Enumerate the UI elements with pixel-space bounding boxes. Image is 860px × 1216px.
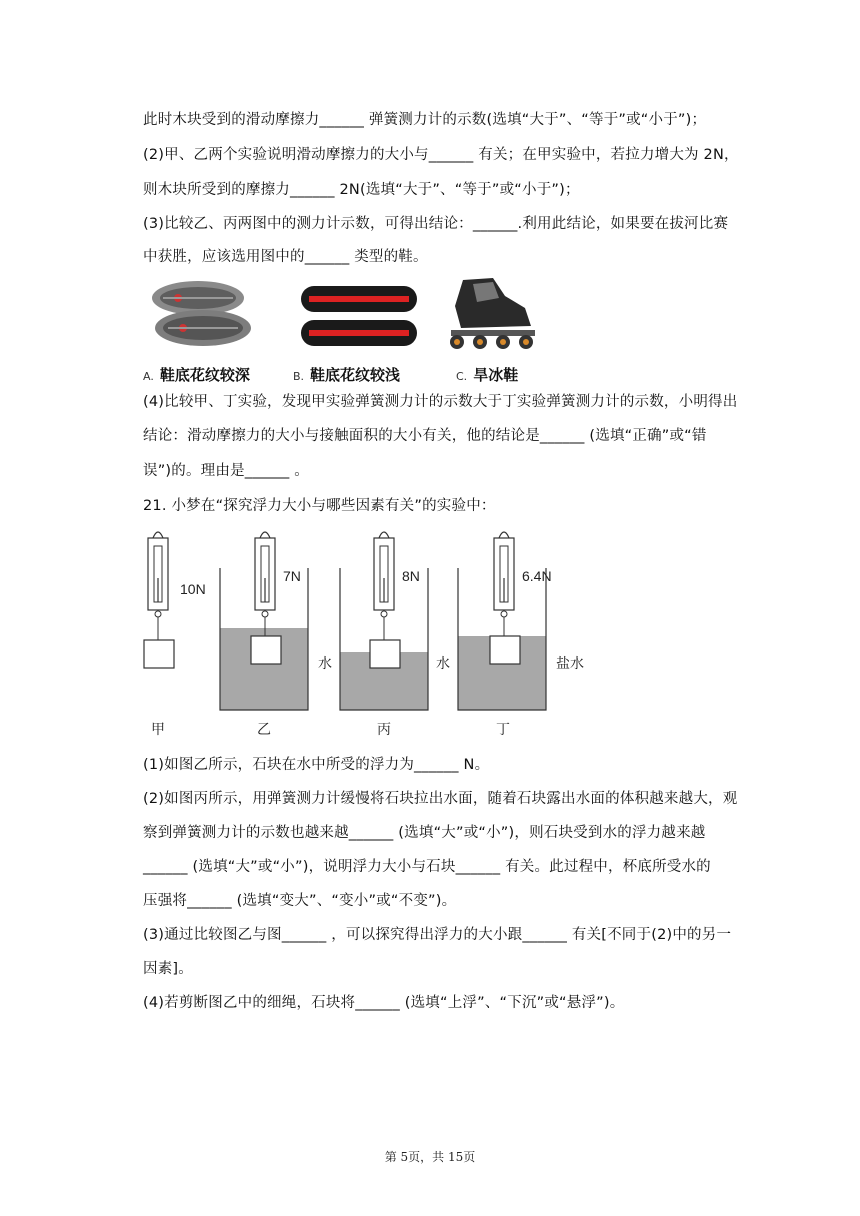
shoe-option-a: A. xyxy=(143,370,154,383)
panel-label-bing: 丙 xyxy=(377,721,391,737)
shoe-text-c: 旱冰鞋 xyxy=(473,366,519,384)
stone-bing xyxy=(370,640,400,668)
reading-jia: 10N xyxy=(180,581,206,597)
panel-jia xyxy=(144,532,174,668)
reading-ding: 6.4N xyxy=(522,568,552,584)
text-line-7: 结论：滑动摩擦力的大小与接触面积的大小有关，他的结论是______ (选填“正确”或“错 xyxy=(143,428,707,444)
spring-scale-jia xyxy=(148,532,168,617)
text-line-2: (2)甲、乙两个实验说明滑动摩擦力的大小与______ 有关；在甲实验中，若拉力增大为 2N， xyxy=(143,147,739,163)
q21-part2-line4: 压强将______ (选填“变大”、“变小”或“不变”)。 xyxy=(143,893,457,909)
q21-part3-line1: (3)通过比较图乙与图______ ，可以探究得出浮力的大小跟______ 有关[不同于(2)中的另一 xyxy=(143,927,732,943)
shoe-option-b: B. xyxy=(293,370,305,383)
buoyancy-figure xyxy=(140,528,600,738)
q21-part2-line3: ______ (选填“大”或“小”)，说明浮力大小与石块______ 有关。此过程中，杯底所受水的 xyxy=(143,859,711,875)
shoe-figure xyxy=(143,276,563,386)
liquid-label-3: 盐水 xyxy=(556,655,584,671)
shoe-text-b: 鞋底花纹较浅 xyxy=(310,366,401,384)
shoe-label-b xyxy=(293,364,400,385)
q21-part2-line1: (2)如图丙所示，用弹簧测力计缓慢将石块拉出水面，随着石块露出水面的体积越来越大，观 xyxy=(143,791,738,807)
stone-jia xyxy=(144,640,174,668)
panel-label-ding: 丁 xyxy=(496,721,510,737)
panel-ding xyxy=(458,532,546,710)
spring-scale-yi xyxy=(255,532,275,617)
q21-part1: (1)如图乙所示，石块在水中所受的浮力为______ N。 xyxy=(143,757,490,773)
panel-bing xyxy=(340,532,428,710)
text-line-6: (4)比较甲、丁实验，发现甲实验弹簧测力计的示数大于丁实验弹簧测力计的示数，小明得出 xyxy=(143,394,738,410)
q21-part2-line2: 察到弹簧测力计的示数也越来越______ (选填“大”或“小”)，则石块受到水的浮力越来越 xyxy=(143,825,706,841)
text-line-8: 误”)的。理由是______ 。 xyxy=(143,463,309,479)
shoe-images xyxy=(143,276,563,361)
text-line-3: 则木块所受到的摩擦力______ 2N(选填“大于”、“等于”或“小于”)； xyxy=(143,182,580,198)
stone-yi xyxy=(251,636,281,664)
stone-ding xyxy=(490,636,520,664)
q21-part4: (4)若剪断图乙中的细绳，石块将______ (选填“上浮”、“下沉”或“悬浮”)。 xyxy=(143,995,625,1011)
spring-scale-ding xyxy=(494,532,514,617)
shoe-text-a: 鞋底花纹较深 xyxy=(159,366,250,384)
shoe-label-a xyxy=(143,364,250,385)
q21-part3-line2: 因素]。 xyxy=(143,961,193,977)
panel-yi xyxy=(220,532,308,710)
shoe-a-image xyxy=(152,281,251,346)
page-footer: 第 5页，共 15页 xyxy=(384,1150,476,1164)
reading-yi: 7N xyxy=(283,568,301,584)
shoe-option-c: C. xyxy=(456,370,468,383)
text-line-4: (3)比较乙、丙两图中的测力计示数，可得出结论：______.利用此结论，如果要在拔河比赛 xyxy=(143,216,729,232)
panel-label-yi: 乙 xyxy=(257,721,271,737)
spring-scale-bing xyxy=(374,532,394,617)
text-line-1: 此时木块受到的滑动摩擦力______ 弹簧测力计的示数(选填“大于”、“等于”或“小于”)； xyxy=(143,112,707,128)
liquid-label-1: 水 xyxy=(318,655,332,671)
question-21-heading: 21. 小梦在“探究浮力大小与哪些因素有关”的实验中： xyxy=(143,498,496,514)
text-line-5: 中获胜，应该选用图中的______ 类型的鞋。 xyxy=(143,249,428,265)
shoe-b-image xyxy=(301,286,417,346)
panel-label-jia: 甲 xyxy=(151,721,165,737)
reading-bing: 8N xyxy=(402,568,420,584)
shoe-c-image xyxy=(450,278,535,349)
liquid-label-2: 水 xyxy=(436,655,450,671)
shoe-label-c xyxy=(456,364,518,385)
